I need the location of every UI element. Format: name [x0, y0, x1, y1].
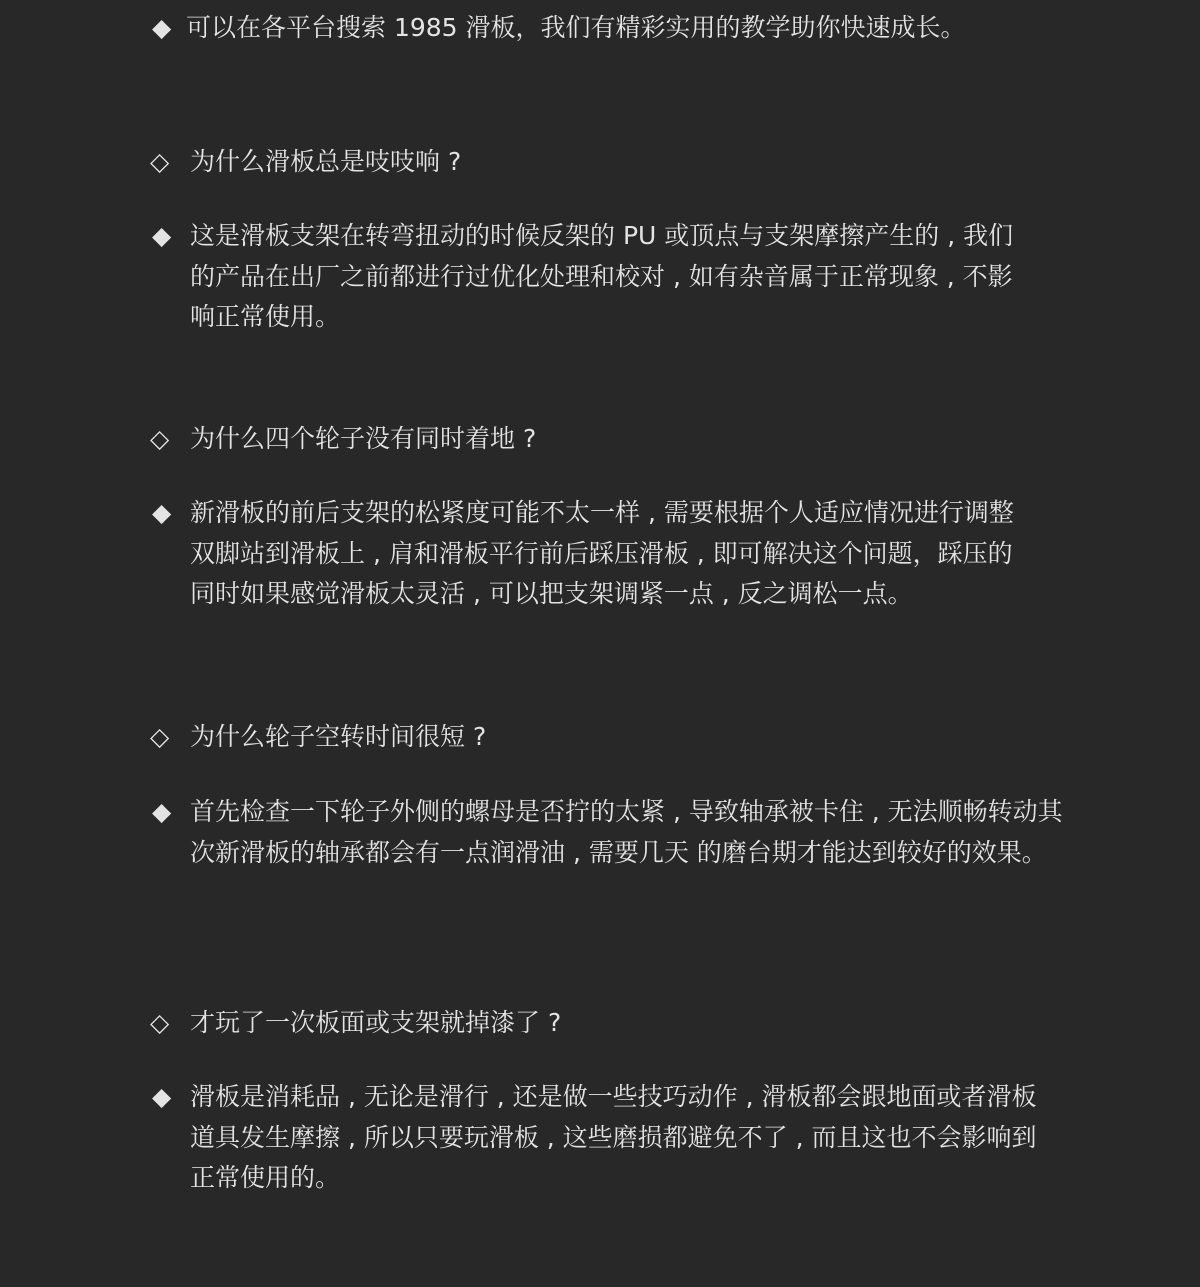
- faq-answer-line: 双脚站到滑板上 , 肩和滑板平行前后踩压滑板 , 即可解决这个问题，踩压的: [190, 538, 1013, 568]
- faq-answer-2: [152, 493, 1014, 615]
- faq-question-text: 为什么滑板总是吱吱响 ?: [190, 147, 462, 176]
- faq-answer-line: 正常使用的。: [190, 1163, 341, 1192]
- faq-question-text: 才玩了一次板面或支架就掉漆了 ?: [190, 1008, 562, 1037]
- faq-answer-line: 这是滑板支架在转弯扭动的时候反架的 PU 或顶点与支架摩擦产生的 , 我们: [190, 221, 1014, 250]
- faq-answer-line: 的产品在出厂之前都进行过优化处理和校对 , 如有杂音属于正常现象 , 不影: [190, 261, 1013, 291]
- faq-answer-line: 响正常使用。: [190, 302, 341, 331]
- filled-diamond-icon: ◆: [152, 498, 172, 527]
- hollow-diamond-icon: ◇: [150, 147, 170, 176]
- filled-diamond-icon: ◆: [152, 1082, 172, 1111]
- hollow-diamond-icon: ◇: [150, 424, 170, 453]
- faq-answer-3: [152, 792, 1063, 873]
- faq-answer-line: 次新滑板的轴承都会有一点润滑油 , 需要几天 的磨台期才能达到较好的效果。: [190, 837, 1047, 867]
- faq-question-text: 为什么轮子空转时间很短 ?: [190, 722, 487, 751]
- intro-paragraph: [152, 10, 966, 46]
- filled-diamond-icon: ◆: [152, 797, 172, 826]
- faq-answer-1: [152, 216, 1013, 338]
- faq-answer-4: [152, 1077, 1037, 1199]
- faq-answer-line: 滑板是消耗品 , 无论是滑行 , 还是做一些技巧动作 , 滑板都会跟地面或者滑板: [190, 1082, 1037, 1111]
- hollow-diamond-icon: ◇: [150, 1008, 170, 1037]
- faq-answer-line: 道具发生摩擦 , 所以只要玩滑板 , 这些磨损都避免不了 , 而且这也不会影响到: [190, 1122, 1037, 1152]
- faq-answer-line: 同时如果感觉滑板太灵活 , 可以把支架调紧一点 , 反之调松一点。: [190, 579, 913, 608]
- faq-answer-line: 首先检查一下轮子外侧的螺母是否拧的太紧 , 导致轴承被卡住 , 无法顺畅转动其: [190, 797, 1063, 826]
- faq-answer-line: 新滑板的前后支架的松紧度可能不太一样 , 需要根据个人适应情况进行调整: [190, 498, 1014, 527]
- hollow-diamond-icon: ◇: [150, 722, 170, 751]
- faq-question-text: 为什么四个轮子没有同时着地 ?: [190, 424, 537, 453]
- filled-diamond-icon: ◆: [152, 221, 172, 250]
- filled-diamond-icon: ◆: [152, 13, 172, 42]
- intro-line: 可以在各平台搜索 1985 滑板，我们有精彩实用的教学助你快速成长。: [186, 13, 966, 42]
